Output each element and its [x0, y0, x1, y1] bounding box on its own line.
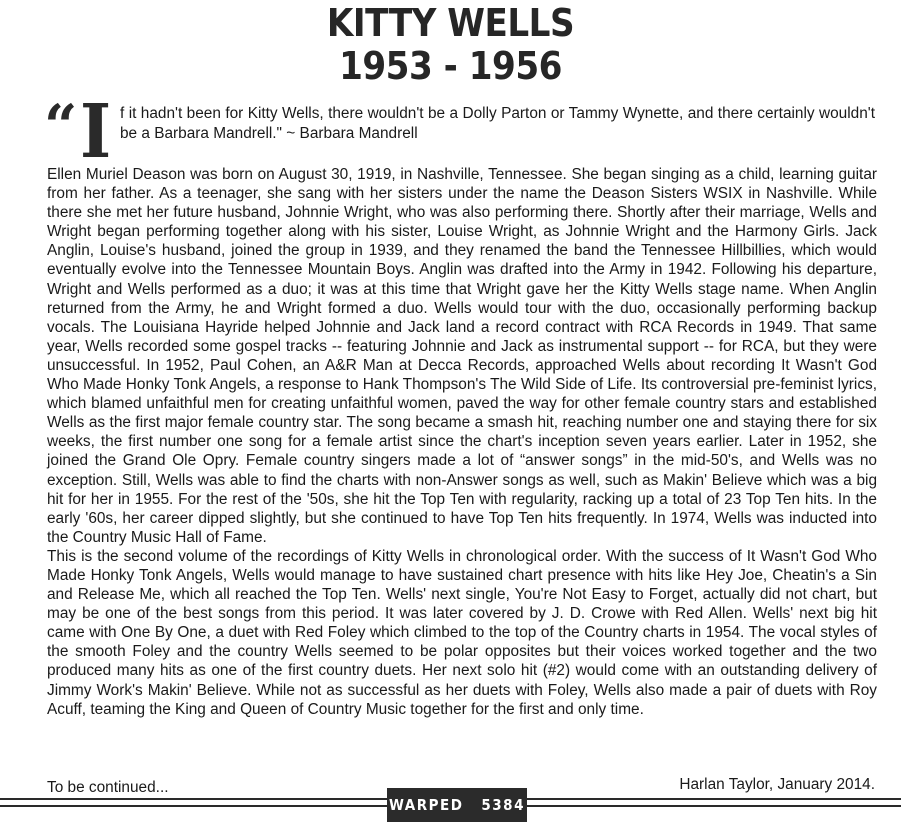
catalog-label-badge — [387, 788, 527, 822]
footer-rule-left-bottom — [0, 805, 387, 807]
footer-rule-right-bottom — [527, 805, 901, 807]
quotation-mark: “ — [44, 92, 78, 160]
year-range: 1953 - 1956 — [339, 44, 562, 88]
label-name: WARPED — [389, 796, 464, 814]
artist-name: KITTY WELLS — [326, 1, 575, 45]
drop-cap-initial: I — [80, 89, 112, 175]
page-title — [0, 2, 901, 88]
footer-rule-right-top — [527, 798, 901, 800]
to-be-continued: To be continued... — [47, 779, 169, 796]
footer-rule-left-top — [0, 798, 387, 800]
catalog-number: 5384 — [481, 796, 525, 814]
biography-paragraph: Ellen Muriel Deason was born on August 30, 1919, in Nashville, Tennessee. She began singing as a child, learning guitar from her father. As a teenager, she sang with her sisters under the name the Deason Sisters WSIX in Nashville. While there she met her future husband, Johnnie Wright, who was also performing there. Shortly after their marriage, Wells and Wright began performing together along with his sister, Louise Wright, as Johnnie Wright and the Harmony Girls. Jack Anglin, Louise's husband, joined the group in 1939, and they renamed the band the Tennessee Hillbillies, which would eventually evolve into the Tennessee Mountain Boys. Anglin was drafted into the Army in 1942. Following his departure, Wright and Wells performed as a duo; it was at this time that Wright gave her the Kitty Wells stage name. When Anglin returned from the Army, he and Wright formed a duo. Wells would tour with the duo, occasionally performing backup vocals. The Louisiana Hayride helped Johnnie and Jack land a record contract with RCA Records in 1949. That same year, Wells recorded some gospel tracks -- featuring Johnnie and Jack as instrumental support -- for RCA, but they were unsuccessful. In 1952, Paul Cohen, an A&R Man at Decca Records, approached Wells about recording It Wasn't God Who Made Honky Tonk Angels, a response to Hank Thompson's The Wild Side of Life. Its controversial pre-feminist lyrics, which blamed unfaithful men for creating unfaithful women, paved the way for other female country stars and established Wells as the first major female country star. The song became a smash hit, reaching number one and staying there for six weeks, the first number one song for a female artist since the chart's inception seven years earlier. Later in 1952, she joined the Grand Ole Opry. Female country singers made a lot of “answer songs” in the mid-50's, and Wells was no exception. Still, Wells was able to find the charts with non-Answer songs as well, such as Makin' Believe which was a big hit for her in 1955. For the rest of the '50s, she hit the Top Ten with regularity, racking up a total of 23 Top Ten hits. In the early '60s, her career dipped slightly, but she continued to have Top Ten hits frequently. In 1974, Wells was inducted into the Country Music Hall of Fame. — [47, 166, 877, 546]
volume-paragraph: This is the second volume of the recordings of Kitty Wells in chronological order. With the success of It Wasn't God Who Made Honky Tonk Angels, Wells would manage to have sustained chart presence with hits like Hey Joe, Cheatin's a Sin and Release Me, which all reached the Top Ten. Wells' next single, You're Not Easy to Forget, actually did not chart, but may be one of the best songs from this period. It was later covered by J. D. Crowe with Red Allen. Wells' next big hit came with One By One, a duet with Red Foley which climbed to the top of the Country charts in 1954. The vocal styles of the smooth Foley and the country Wells seemed to be polar opposites but their voices worked together and the two produced many hits as one of the first country duets. Her next solo hit (#2) would come with an outstanding delivery of Jimmy Work's Makin' Believe. While not as successful as her duets with Foley, Wells also made a pair of duets with Roy Acuff, teaming the King and Queen of Country Music together for the first and only time. — [47, 547, 877, 718]
liner-notes-body — [47, 165, 877, 719]
opening-quote: f it hadn't been for Kitty Wells, there wouldn't be a Dolly Parton or Tammy Wynette, and there certainly wouldn't be a Barbara Mandrell." ~ Barbara Mandrell — [120, 105, 875, 142]
author-signature: Harlan Taylor, January 2014. — [679, 776, 875, 793]
